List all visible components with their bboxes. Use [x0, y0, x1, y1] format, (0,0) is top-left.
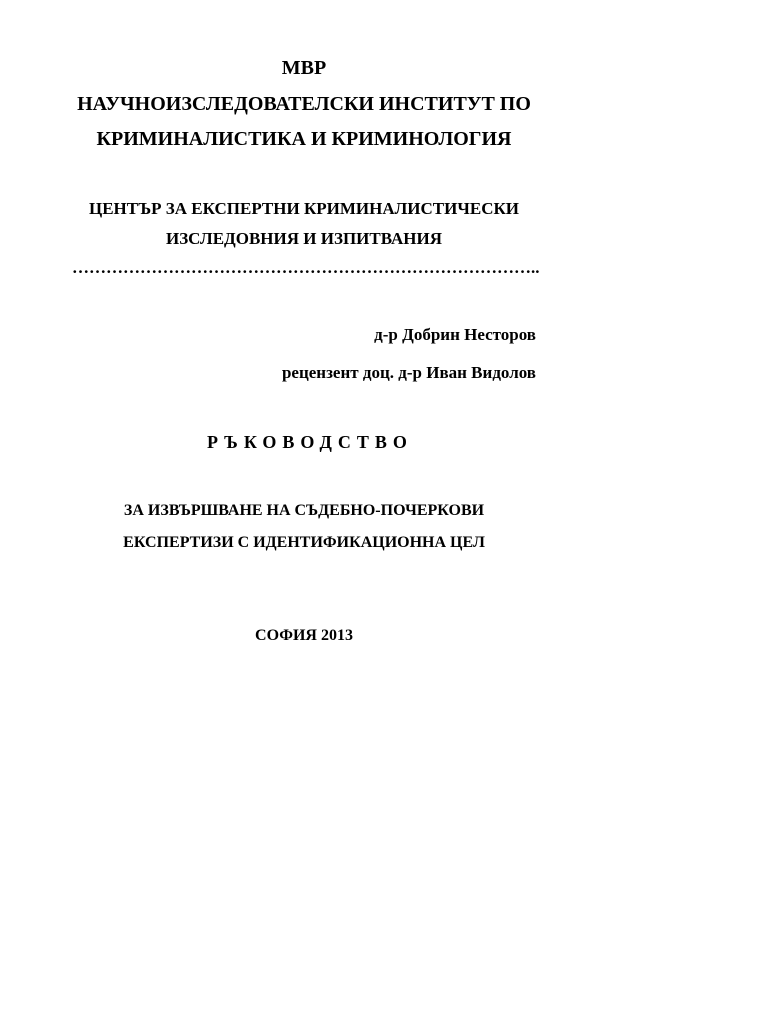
document-subtitle-line2: ЕКСПЕРТИЗИ С ИДЕНТИФИКАЦИОННА ЦЕЛ [123, 534, 485, 551]
place-and-year: СОФИЯ 2013 [255, 627, 353, 644]
dotted-separator: ……………………………………………………………………….. [72, 258, 540, 277]
center-name-line2: ИЗСЛЕДОВНИЯ И ИЗПИТВАНИЯ [165, 229, 442, 248]
document-subtitle-line1: ЗА ИЗВЪРШВАНЕ НА СЪДЕБНО-ПОЧЕРКОВИ [123, 502, 485, 519]
author-name: д-р Добрин Несторов [374, 325, 536, 344]
reviewer-name: рецензент доц. д-р Иван Видолов [281, 363, 536, 382]
document-title: РЪКОВОДСТВО [207, 432, 413, 452]
center-name-line1: ЦЕНТЪР ЗА ЕКСПЕРТНИ КРИМИНАЛИСТИЧЕСКИ [88, 199, 520, 218]
ministry-name: МВР [281, 57, 327, 79]
institute-name-line1: НАУЧНОИЗСЛЕДОВАТЕЛСКИ ИНСТИТУТ ПО [77, 93, 531, 115]
institute-name-line2: КРИМИНАЛИСТИКА И КРИМИНОЛОГИЯ [96, 128, 512, 150]
